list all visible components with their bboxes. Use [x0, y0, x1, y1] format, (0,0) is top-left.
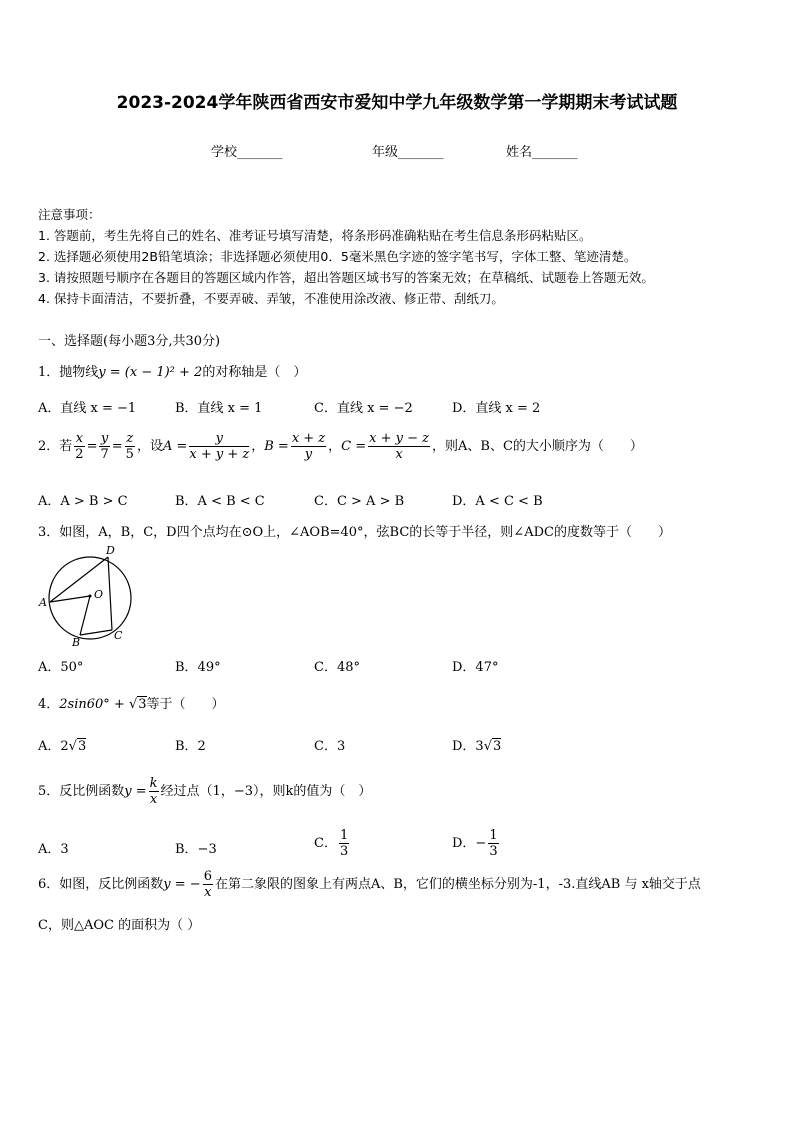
q5-option-a: A．3 [38, 842, 69, 857]
q4-option-a: A．2√3 [38, 739, 87, 754]
q6-line-2: C，则△AOC 的面积为（ ） [38, 918, 201, 933]
q6-tail: 在第二象限的图象上有两点A、B，它们的横坐标分别为-1，-3.直线AB 与 x轴交于点 [214, 877, 701, 892]
q4-option-a-text: A．2 [38, 739, 69, 754]
q5-option-d-text: D．− [452, 836, 487, 851]
q4-option-b: B．2 [175, 739, 206, 754]
q2-frac-y7-num: y [100, 431, 109, 446]
question-5 [38, 776, 371, 807]
q5-frac-kx [149, 776, 159, 807]
q2-c-num: x + y − z [369, 431, 429, 446]
q1-formula: y = (x − 1)² + 2 [98, 365, 203, 380]
q2-frac-x2-den: 2 [75, 447, 84, 462]
q6-number: 6．如图，反比例函数 [38, 877, 164, 892]
q4-option-d-text: D．3 [452, 739, 484, 754]
q2-b-label: B = [264, 439, 289, 454]
q2-option-b: B．A < B < C [175, 494, 265, 509]
q3-option-d: D．47° [452, 660, 499, 675]
q6-frac-den: x [204, 885, 212, 900]
notes-heading: 注意事项： [38, 207, 101, 222]
q5-number: 5．反比例函数 [38, 784, 125, 799]
section-heading: 一、选择题(每小题3分,共30分) [38, 334, 221, 349]
q2-frac-y7-den: 7 [100, 447, 109, 462]
q2-tail: ，则A、B、C的大小顺序为（ ） [432, 439, 643, 454]
q5-option-c [314, 828, 351, 859]
label-c: C [114, 629, 123, 642]
q5-option-b: B．−3 [175, 842, 217, 857]
q3-option-c: C．48° [314, 660, 360, 675]
label-b: B [72, 636, 81, 648]
q5-option-d-num: 1 [489, 828, 498, 843]
segment-ob [80, 596, 90, 635]
q5-yeq: y = [124, 784, 147, 799]
q3-option-a: A．50° [38, 660, 84, 675]
q2-frac-a [189, 431, 249, 462]
q4-option-a-radicand: 3 [77, 739, 87, 754]
q5-frac-num: k [149, 776, 158, 791]
question-6 [38, 869, 701, 900]
center-point [89, 595, 92, 598]
q6-frac-num: 6 [203, 869, 212, 884]
label-a: A [39, 596, 47, 609]
q4-formula: 2sin60° + [59, 697, 129, 712]
q3-option-b: B．49° [175, 660, 221, 675]
q2-b-den: y [304, 447, 313, 462]
q2-c-label: C = [341, 439, 367, 454]
name-field: 姓名_______ [506, 145, 578, 160]
question-3: 3．如图，A，B，C，D四个点均在⊙O上，∠AOB=40°，弦BC的长等于半径，则∠ADC的度数等于（ ） [38, 525, 671, 540]
q2-frac-z5-den: 5 [125, 447, 134, 462]
q1-option-a: A．直线 x = −1 [38, 401, 137, 416]
q2-frac-y7 [99, 431, 109, 462]
q4-number: 4． [38, 697, 60, 712]
q4-tail: 等于（ ） [146, 697, 225, 712]
q4-option-d-radicand: 3 [493, 739, 502, 754]
q1-option-d: D．直线 x = 2 [452, 401, 541, 416]
q5-option-c-num: 1 [339, 828, 349, 843]
q2-option-c: C．C > A > B [314, 494, 405, 509]
q6-yeq: y = − [163, 877, 201, 892]
q1-number: 1．抛物线 [38, 365, 99, 380]
q2-frac-z5-num: z [126, 431, 134, 446]
q2-a-label: A = [162, 439, 188, 454]
q2-option-a: A．A > B > C [38, 494, 128, 509]
q5-option-d-frac [488, 828, 498, 859]
q2-frac-z5 [125, 431, 135, 462]
label-d: D [106, 544, 115, 557]
q4-radicand: 3 [138, 697, 147, 712]
note-item: 2. 选择题必须使用2B铅笔填涂；非选择题必须使用0．5毫米黑色字迹的签字笔书写，字体工整、笔迹清楚。 [38, 249, 637, 264]
q2-a-num: y [215, 431, 223, 446]
q2-number: 2．若 [38, 439, 73, 454]
question-4: 4．2sin60° + √3等于（ ） [38, 697, 225, 712]
q5-option-c-frac [339, 828, 349, 859]
q1-option-b: B．直线 x = 1 [175, 401, 263, 416]
q6-frac [203, 869, 213, 900]
note-item: 4. 保持卡面清洁，不要折叠，不要弄破、弄皱，不准使用涂改液、修正带、刮纸刀。 [38, 291, 504, 306]
note-item: 3. 请按照题号顺序在各题目的答题区域内作答，超出答题区域书写的答案无效；在草稿纸、试题卷上答题无效。 [38, 270, 654, 285]
note-item: 1. 答题前，考生先将自己的姓名、准考证号填写清楚，将条形码准确粘贴在考生信息条形码粘贴区。 [38, 228, 592, 243]
q2-frac-x2-num: x [75, 431, 84, 446]
q2-option-d: D．A < C < B [452, 494, 543, 509]
q5-frac-den: x [149, 792, 158, 807]
q5-tail: 经过点（1，−3），则k的值为（ ） [160, 784, 372, 799]
q1-option-c: C．直线 x = −2 [314, 401, 413, 416]
q4-option-c: C．3 [314, 739, 346, 754]
q2-b-num: x + z [291, 431, 326, 446]
q2-frac-c [368, 431, 430, 462]
q5-option-c-text: C． [314, 836, 337, 851]
q5-option-d [452, 828, 501, 859]
segment-bc [80, 630, 112, 635]
grade-field: 年级_______ [372, 145, 444, 160]
q5-option-c-den: 3 [339, 844, 349, 859]
q4-option-d: D．3√3 [452, 739, 502, 754]
q2-a-den: x + y + z [189, 447, 250, 462]
segment-dc [108, 557, 112, 630]
q1-tail: 的对称轴是（ ） [202, 365, 307, 380]
school-field: 学校_______ [211, 145, 283, 160]
question-1 [38, 361, 306, 380]
q3-circle-figure [36, 544, 136, 648]
q2-mid: ，设 [136, 439, 163, 454]
q2-frac-x2 [74, 431, 84, 462]
q5-option-d-den: 3 [489, 844, 498, 859]
q2-c-den: x [395, 447, 403, 462]
page-title: 2023-2024学年陕西省西安市爱知中学九年级数学第一学期期末考试试题 [116, 93, 678, 113]
q2-frac-b [291, 431, 326, 462]
label-o: O [94, 588, 104, 601]
question-2: 2．若 $\frac{x}{2}$ = $\frac{y}{7}$ = $\frac{z}{5}$ ，设A = $\frac{y}{x + y + z}$ ，B = $\frac{x + z}{y}$ ，C = $\frac{x + y - z}{x}$ ，则A、B、C的大小顺序为（ ） [38, 431, 643, 462]
